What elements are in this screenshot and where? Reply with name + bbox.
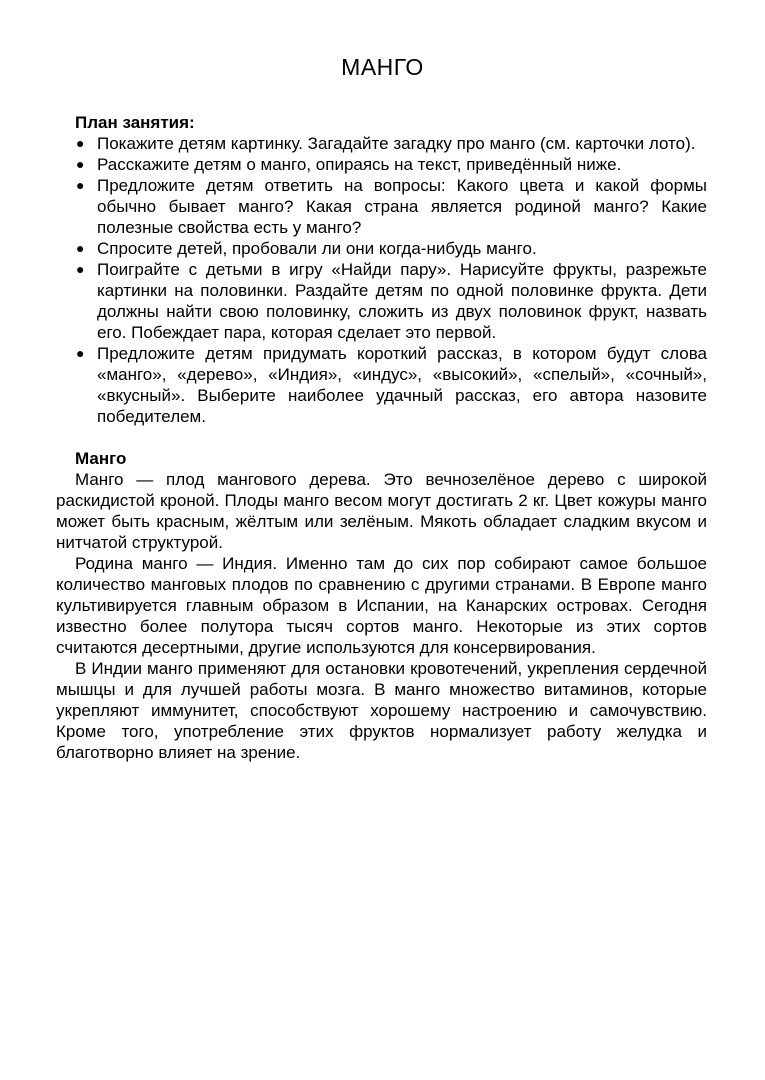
plan-item-text: Предложите детям придумать короткий рассказ, в котором будут слова «манго», «дерево», «Индия», «индус», «высокий», «спелый», «сочный», «вкусный». Выберите наиболее удачный рассказ, его автора назовите победителем. <box>97 344 707 426</box>
plan-item-text: Поиграйте с детьми в игру «Найди пару». Нарисуйте фрукты, разрежьте картинки на половинки. Раздайте детям по одной половинке фрукта. Дети должны найти свою половинку, сложить из двух половинок фрукт, назвать его. Побеждает пара, которая сделает это первой. <box>97 260 707 342</box>
page-title: МАНГО <box>341 54 424 80</box>
plan-item-text: Предложите детям ответить на вопросы: Какого цвета и какой формы обычно бывает манго? Какая страна является родиной манго? Какие полезные свойства есть у манго? <box>97 176 707 237</box>
article <box>56 448 707 763</box>
plan-item-text: Спросите детей, пробовали ли они когда-нибудь манго. <box>97 239 537 258</box>
article-paragraph: В Индии манго применяют для остановки кровотечений, укрепления сердечной мышцы и для лучшей работы мозга. В манго множество витаминов, которые укрепляют иммунитет, способствуют хорошему настроению и самочувствию. Кроме того, употребление этих фруктов нормализует работу желудка и благотворно влияет на зрение. <box>56 659 707 762</box>
page-content <box>56 112 707 763</box>
plan-item <box>75 133 707 154</box>
plan-item-text: Покажите детям картинку. Загадайте загадку про манго (см. карточки лото). <box>97 134 696 153</box>
bullet-icon: ● <box>76 261 85 277</box>
bullet-icon: ● <box>76 345 85 361</box>
article-heading: Манго <box>75 449 127 468</box>
plan-item-text: Расскажите детям о манго, опираясь на текст, приведённый ниже. <box>97 155 622 174</box>
plan-item <box>75 343 707 427</box>
plan-item <box>75 154 707 175</box>
plan-item <box>75 259 707 343</box>
bullet-icon: ● <box>76 156 85 172</box>
plan-item <box>75 175 707 238</box>
section-spacer <box>75 427 707 448</box>
bullet-icon: ● <box>76 135 85 151</box>
article-paragraph: Родина манго — Индия. Именно там до сих пор собирают самое большое количество манговых плодов по сравнению с другими странами. В Европе манго культивируется главным образом в Испании, на Канарских островах. Сегодня известно более полутора тысяч сортов манго. Некоторые из этих сортов считаются десертными, другие используются для консервирования. <box>56 554 707 657</box>
article-paragraph: Манго — плод мангового дерева. Это вечнозелёное дерево с широкой раскидистой кроной. Плоды манго весом могут достигать 2 кг. Цвет кожуры манго может быть красным, жёлтым или зелёным. Мякоть обладает сладким вкусом и нитчатой структурой. <box>56 470 707 552</box>
plan-list <box>75 133 707 427</box>
plan-item <box>75 238 707 259</box>
bullet-icon: ● <box>76 240 85 256</box>
plan-heading: План занятия: <box>75 113 195 132</box>
bullet-icon: ● <box>76 177 85 193</box>
